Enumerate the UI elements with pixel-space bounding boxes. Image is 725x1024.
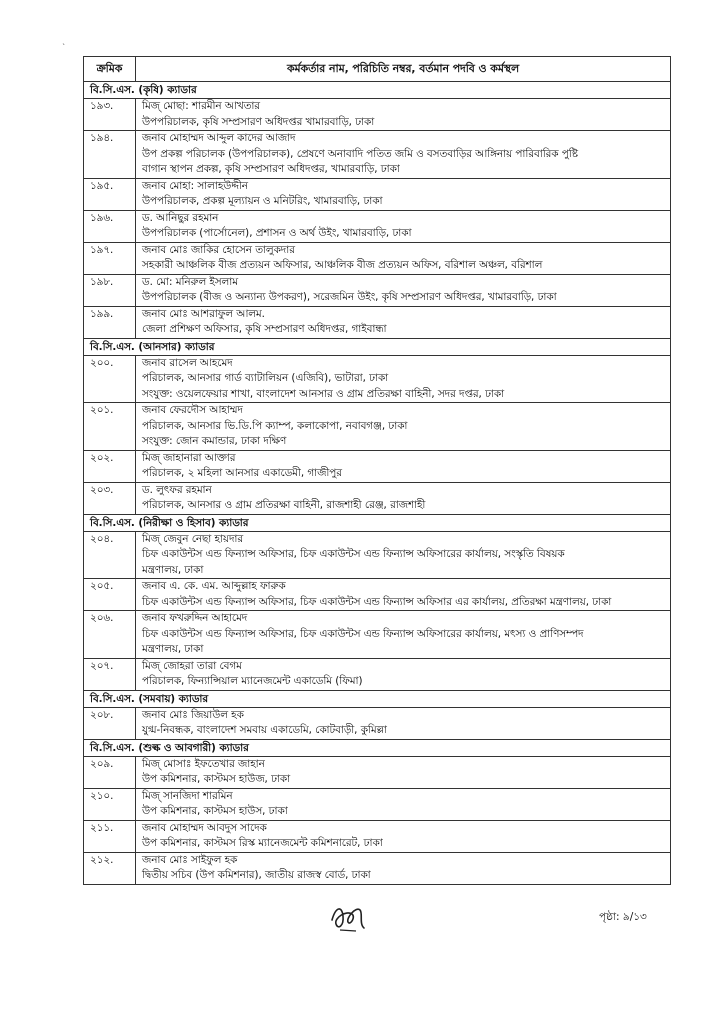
cadre-heading-row [84, 514, 671, 531]
details-cell [136, 131, 671, 179]
details-cell [136, 242, 671, 274]
officer-posting-line: পরিচালক, ফিন্যান্সিয়াল ম্যানেজমেন্ট একাডেমি (ফিমা) [142, 675, 363, 687]
cadre-heading-row [84, 338, 671, 355]
serial-cell: ২০৯. [84, 756, 136, 788]
officer-posting-line: পরিচালক, আনসার ও গ্রাম প্রতিরক্ষা বাহিনী, রাজশাহী রেঞ্জ, রাজশাহী [142, 499, 426, 511]
table-row [84, 99, 671, 131]
serial-cell: ২০০. [84, 355, 136, 403]
details-cell [136, 658, 671, 690]
table-row [84, 482, 671, 514]
table-body [84, 82, 671, 885]
table-row [84, 306, 671, 338]
officer-posting-line: উপপরিচালক, কৃষি সম্প্রসারণ অধিদপ্তর খামারবাড়ি, ঢাকা [142, 115, 375, 128]
officer-posting-line: সংযুক্ত: ওয়েলফেয়ার শাখা, বাংলাদেশ আনসার ও গ্রাম প্রতিরক্ষা বাহিনী, সদর দপ্তর, ঢাকা [142, 387, 505, 400]
serial-cell: ১৯৫. [84, 178, 136, 210]
officer-name: ড. মো: মনিরুল ইসলাম [142, 275, 238, 288]
officer-name: জনাব ফখরুদ্দিন আহামেদ [142, 612, 248, 624]
cadre-heading: বি.সি.এস. (নিরীক্ষা ও হিসাব) ক্যাডার [84, 514, 671, 531]
officer-posting-line: চিফ একাউন্টস এন্ড ফিন্যান্স অফিসার, চিফ একাউন্টস এন্ড ফিন্যান্স অফিসারের কার্যালয়, মৎস্য ও প্রাণিসম্পদ [142, 627, 584, 640]
officer-posting-line: সংযুক্ত: জোন কমান্ডার, ঢাকা দক্ষিণ [142, 435, 287, 447]
officer-name: জনাব মোহা: সালাহউদ্দীন [142, 179, 248, 192]
cadre-heading: বি.সি.এস. (শুল্ক ও আবগারী) ক্যাডার [84, 739, 671, 756]
signature-mark [326, 900, 370, 934]
table-row [84, 355, 671, 403]
serial-cell: ২০৬. [84, 611, 136, 659]
details-cell [136, 788, 671, 820]
table-row [84, 707, 671, 739]
header-details: কর্মকর্তার নাম, পরিচিতি নম্বর, বর্তমান পদবি ও কর্মস্থল [136, 57, 671, 82]
officer-name: মিজ্ সানজিদা শারমিন [142, 789, 233, 802]
officer-name: জনাব মোহাম্মদ আব্দুল কাদের আজাদ [142, 132, 296, 144]
serial-cell: ২০৮. [84, 707, 136, 739]
table-row [84, 178, 671, 210]
officer-name: মিজ্ জোহরা তারা বেগম [142, 659, 242, 672]
serial-cell: ১৯৪. [84, 131, 136, 179]
details-cell [136, 579, 671, 611]
page-number: পৃষ্ঠা: ৯/১৩ [599, 911, 647, 923]
officer-name: জনাব মোঃ সাইফুল হক [142, 853, 238, 866]
serial-cell: ২০৫. [84, 579, 136, 611]
officer-name: জনাব মোঃ জাকির হোসেন তালুকদার [142, 243, 295, 256]
cadre-heading: বি.সি.এস. (আনসার) ক্যাডার [84, 338, 671, 355]
cadre-heading-row [84, 739, 671, 756]
officer-table [83, 56, 671, 885]
cadre-heading-row [84, 690, 671, 707]
officer-name: জনাব মোঃ জিয়াউল হক [142, 708, 244, 721]
table-row [84, 274, 671, 306]
table-row [84, 658, 671, 690]
officer-name: মিজ্ জেবুন নেছা হায়দার [142, 532, 244, 545]
officer-name: জনাব এ. কে. এম. আব্দুল্লাহ ফারুক [142, 580, 286, 592]
officer-posting-line: চিফ একাউন্টস এন্ড ফিন্যান্স অফিসার, চিফ একাউন্টস এন্ড ফিন্যান্স অফিসার এর কার্যালয়, প্রতিরক্ষা মন্ত্রণালয়, ঢাকা [142, 595, 612, 608]
details-cell [136, 707, 671, 739]
officer-posting-line: মন্ত্রণালয়, ঢাকা [142, 563, 204, 576]
table-row [84, 242, 671, 274]
officer-posting-line: উপপরিচালক (পার্সোনেল), প্রশাসন ও অর্থ উইং, খামারবাড়ি, ঢাকা [142, 227, 412, 239]
officer-name: জনাব মোহাম্মদ আবদুস সাদেক [142, 821, 267, 834]
serial-cell: ১৯৬. [84, 210, 136, 242]
table-row [84, 450, 671, 482]
officer-posting-line: উপ প্রকল্প পরিচালক (উপপরিচালক), প্রেষণে অনাবাদি পতিত জমি ও বসতবাড়ির আঙ্গিনায় পারিবারিক পুষ্টি [142, 147, 578, 160]
serial-cell: ২০১. [84, 403, 136, 451]
details-cell [136, 355, 671, 403]
officer-name: ড. আনিছুর রহমান [142, 211, 219, 224]
serial-cell: ২০২. [84, 450, 136, 482]
serial-cell: ১৯৯. [84, 306, 136, 338]
table-row [84, 403, 671, 451]
header-serial: ক্রমিক [84, 57, 136, 82]
serial-cell: ২১০. [84, 788, 136, 820]
officer-name: জনাব মোঃ আশরাফুল আলম. [142, 307, 265, 320]
officer-posting-line: উপ কমিশনার, কাস্টমস হাউজ, ঢাকা [142, 773, 291, 785]
scan-speck: ˎ [62, 36, 66, 45]
details-cell [136, 99, 671, 131]
officer-name: মিজ্ মোছা: শারমীন আখতার [142, 100, 260, 112]
officer-name: মিজ্ মোসাঃ ইফতেখার জাহান [142, 757, 265, 770]
officer-posting-line: সহকারী আঞ্চলিক বীজ প্রত্যয়ন অফিসার, আঞ্চলিক বীজ প্রত্যয়ন অফিস, বরিশাল অঞ্চল, বরিশাল [142, 259, 543, 271]
table-row [84, 579, 671, 611]
officer-name: মিজ্ জাহানারা আক্তার [142, 451, 236, 464]
serial-cell: ২১২. [84, 852, 136, 884]
officer-posting-line: উপ কমিশনার, কাস্টমস রিস্ক ম্যানেজমেন্ট কমিশনারেট, ঢাকা [142, 837, 383, 849]
serial-cell: ২০৪. [84, 531, 136, 579]
officer-posting-line: দ্বিতীয় সচিব (উপ কমিশনার), জাতীয় রাজস্ব বোর্ড, ঢাকা [142, 869, 371, 881]
table-row [84, 131, 671, 179]
officer-posting-line: উপ কমিশনার, কাস্টমস হাউস, ঢাকা [142, 805, 288, 817]
details-cell [136, 403, 671, 451]
cadre-heading: বি.সি.এস. (কৃষি) ক্যাডার [84, 82, 671, 99]
officer-posting-line: পরিচালক, আনসার ভি.ডি.পি ক্যাম্প, কলাকোপা, নবাবগঞ্জ, ঢাকা [142, 419, 408, 432]
details-cell [136, 756, 671, 788]
officer-name: জনাব ফেরদৌস আহাম্মদ [142, 404, 243, 416]
officer-posting-line: যুগ্ম-নিবন্ধক, বাংলাদেশ সমবায় একাডেমি, কোটবাড়ী, কুমিল্লা [142, 724, 387, 736]
cadre-heading: বি.সি.এস. (সমবায়) ক্যাডার [84, 690, 671, 707]
table-row [84, 820, 671, 852]
table-row [84, 756, 671, 788]
officer-posting-line: উপপরিচালক (বীজ ও অন্যান্য উপকরণ), সরেজমিন উইং, কৃষি সম্প্রসারণ অধিদপ্তর, খামারবাড়ি, ঢাকা [142, 291, 557, 303]
officer-posting-line: মন্ত্রণালয়, ঢাকা [142, 643, 204, 655]
serial-cell: ১৯৭. [84, 242, 136, 274]
officer-posting-line: বাগান স্থাপন প্রকল্প, কৃষি সম্প্রসারণ অধিদপ্তর, খামারবাড়ি, ঢাকা [142, 163, 400, 175]
officer-name: জনাব রাসেল আহমেদ [142, 356, 233, 369]
details-cell [136, 306, 671, 338]
serial-cell: ২০৩. [84, 482, 136, 514]
details-cell [136, 178, 671, 210]
details-cell [136, 482, 671, 514]
details-cell [136, 531, 671, 579]
officer-name: ড. লুৎফর রহমান [142, 483, 212, 496]
officer-posting-line: উপপরিচালক, প্রকল্প মূল্যায়ন ও মনিটরিং, খামারবাড়ি, ঢাকা [142, 195, 383, 207]
serial-cell: ২০৭. [84, 658, 136, 690]
table-row [84, 210, 671, 242]
officer-posting-line: চিফ একাউন্টস এন্ড ফিন্যান্স অফিসার, চিফ একাউন্টস এন্ড ফিন্যান্স অফিসারের কার্যালয়, সংস্কৃতি বিষয়ক [142, 548, 565, 560]
officer-posting-line: পরিচালক, আনসার গার্ড ব্যাটালিয়ন (এজিবি), ভাটারা, ঢাকা [142, 372, 389, 384]
table-row [84, 852, 671, 884]
table-header-row [84, 57, 671, 82]
table-row [84, 611, 671, 659]
details-cell [136, 611, 671, 659]
serial-cell: ১৯৮. [84, 274, 136, 306]
serial-cell: ১৯৩. [84, 99, 136, 131]
details-cell [136, 450, 671, 482]
details-cell [136, 852, 671, 884]
details-cell [136, 210, 671, 242]
officer-posting-line: জেলা প্রশিক্ষণ অফিসার, কৃষি সম্প্রসারণ অধিদপ্তর, গাইবান্ধা [142, 323, 387, 335]
table-row [84, 531, 671, 579]
details-cell [136, 274, 671, 306]
table-row [84, 788, 671, 820]
details-cell [136, 820, 671, 852]
serial-cell: ২১১. [84, 820, 136, 852]
officer-posting-line: পরিচালক, ২ মহিলা আনসার একাডেমী, গাজীপুর [142, 467, 342, 479]
cadre-heading-row [84, 82, 671, 99]
